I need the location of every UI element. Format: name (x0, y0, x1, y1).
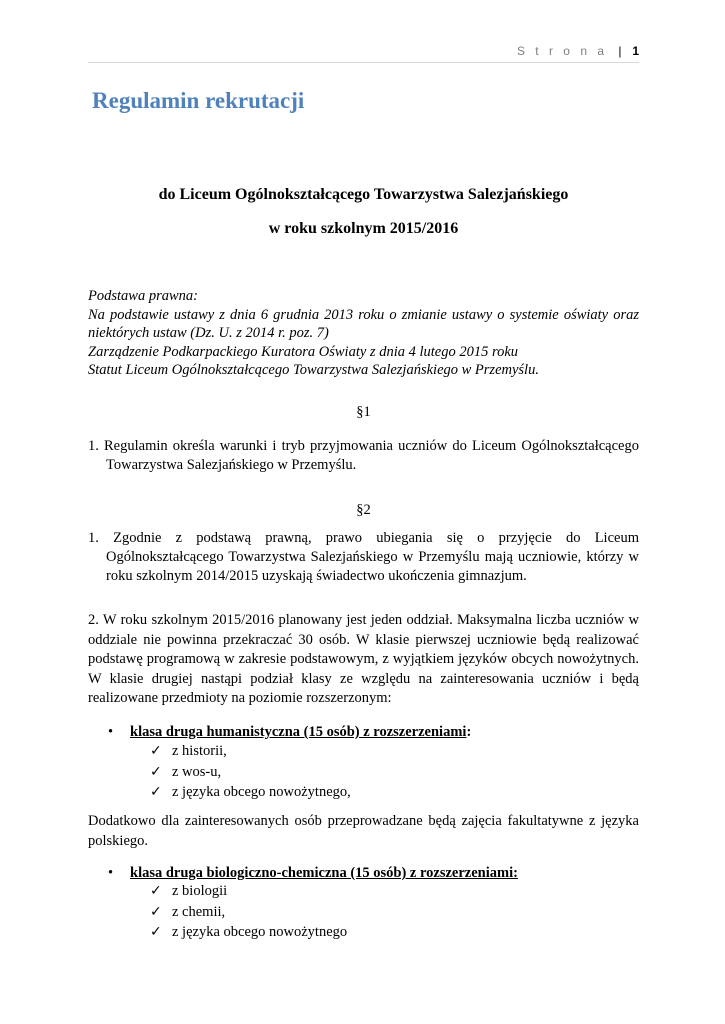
legal-basis (88, 287, 639, 380)
checkmark-icon: ✓ (150, 903, 162, 920)
list-item: ✓ z chemii, (150, 902, 347, 923)
class-biochem-label: klasa druga biologiczno-chemiczna (15 osób) z rozszerzeniami: (130, 865, 518, 881)
section-2-sign: §2 (356, 502, 371, 518)
legal-basis-item: Zarządzenie Podkarpackiego Kuratora Oświaty z dnia 4 lutego 2015 roku (88, 343, 519, 360)
header-separator: | (618, 44, 622, 58)
section-2-paragraph-1: 1. Zgodnie z podstawą prawną, prawo ubiegania się o przyjęcie do Liceum Ogólnokształcącego Towarzystwa Salezjańskiego w Przemyślu mają uczniowie, którzy w roku szkolnym 2014/2015 uzyskają świadectwo ukończenia gimnazjum. (88, 530, 639, 584)
checkmark-icon: ✓ (150, 763, 162, 780)
legal-basis-heading: Podstawa prawna: (88, 288, 198, 304)
page-number: 1 (632, 44, 639, 58)
list-item: ✓ z wos-u, (150, 762, 351, 783)
section-1-paragraph-1: 1. Regulamin określa warunki i tryb przyjmowania uczniów do Liceum Ogólnokształcącego Towarzystwa Salezjańskiego w Przemyślu. (88, 438, 639, 473)
list-item: ✓ z biologii (150, 881, 347, 902)
class-biochem-subjects (150, 881, 347, 943)
subtitle-year: w roku szkolnym 2015/2016 (268, 220, 459, 237)
subtitle-school: do Liceum Ogólnokształcącego Towarzystwa Salezjańskiego (158, 186, 569, 203)
section-1-sign: §1 (356, 404, 371, 420)
class-humanities-colon: : (466, 724, 472, 740)
list-item: ✓ z historii, (150, 741, 351, 762)
list-item: ✓ z języka obcego nowożytnego, (150, 782, 351, 803)
section-2-paragraph-2: 2. W roku szkolnym 2015/2016 planowany jest jeden oddział. Maksymalna liczba uczniów w oddziale nie powinna przekraczać 30 osób. W klasie pierwszej uczniowie będą realizować podstawę programową w zakresie podstawowym, z wyjątkiem języków obcych nowożytnych. W klasie drugiej nastąpi podział klasy ze względu na zainteresowania uczniów i będą realizowane przedmioty na poziomie rozszerzonym: (88, 612, 639, 706)
legal-basis-item: Statut Liceum Ogólnokształcącego Towarzystwa Salezjańskiego w Przemyślu. (88, 362, 539, 378)
list-item: ✓ z języka obcego nowożytnego (150, 922, 347, 943)
checkmark-icon: ✓ (150, 784, 162, 800)
checkmark-icon: ✓ (150, 743, 162, 759)
checkmark-icon: ✓ (150, 883, 162, 899)
header-divider (88, 62, 639, 63)
checkmark-icon: ✓ (150, 924, 162, 940)
bullet-icon: • (108, 865, 114, 881)
document-title: Regulamin rekrutacji (92, 88, 305, 113)
class-humanities-item (108, 723, 471, 742)
extra-classes-note: Dodatkowo dla zainteresowanych osób przeprowadzane będą zajęcia fakultatywne z języka polskiego. (88, 813, 639, 849)
page-word: S t r o n a (516, 44, 608, 58)
bullet-icon: • (108, 724, 114, 740)
page-header (517, 44, 639, 58)
legal-basis-item: Na podstawie ustawy z dnia 6 grudnia 2013 roku o zmianie ustawy o systemie oświaty oraz niektórych ustaw (Dz. U. z 2014 r. poz. 7) (88, 306, 639, 341)
class-humanities-subjects (150, 741, 351, 803)
class-humanities-label: klasa druga humanistyczna (15 osób) z rozszerzeniami (130, 724, 467, 740)
